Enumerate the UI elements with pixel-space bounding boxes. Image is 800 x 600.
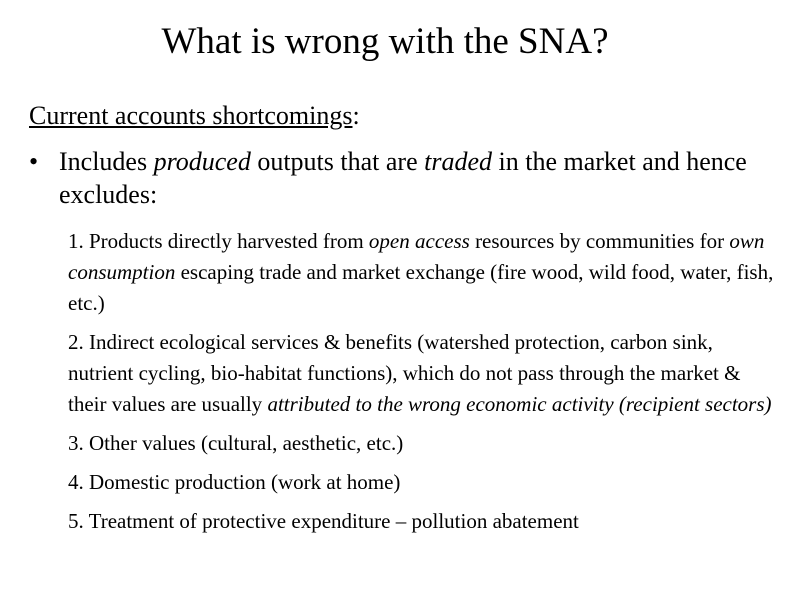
item-text-part: 3. Other values (cultural, aesthetic, etc.): [68, 431, 404, 455]
item-text-part: 5. Treatment of protective expenditure – pollution abatement: [68, 509, 579, 533]
item-text-part: open access: [368, 229, 470, 253]
list-item: [68, 467, 783, 498]
item-text-part: own consumption: [68, 229, 765, 284]
list-item: [68, 506, 783, 537]
item-text-part: escaping trade and market exchange (fire wood, wild food, water, fish, etc.): [68, 260, 774, 315]
bullet-text-part: Includes: [59, 147, 154, 176]
item-text-part: 2. Indirect ecological services & benefits (watershed protection, carbon sink, nutrient cycling, bio-habitat functions), which do not pass through the market & their values are usually: [68, 330, 741, 416]
exclusions-list: [68, 226, 783, 545]
section-heading-text: Current accounts shortcomings: [29, 101, 353, 130]
bullet-text-part: in the market and hence excludes:: [59, 147, 747, 209]
slide-title: What is wrong with the SNA?: [161, 21, 609, 62]
bullet-point: [29, 145, 789, 211]
bullet-text-part: outputs that are: [250, 147, 425, 176]
section-heading-colon: :: [352, 101, 360, 130]
list-item: [68, 226, 783, 319]
bullet-text-part: produced: [153, 147, 251, 176]
bullet-text: [59, 145, 789, 211]
list-item: [68, 428, 783, 459]
item-text-part: 1. Products directly harvested from: [68, 229, 369, 253]
bullet-text-part: traded: [424, 147, 493, 176]
bullet-mark: •: [29, 147, 39, 176]
item-text-part: 4. Domestic production (work at home): [68, 470, 401, 494]
item-text-part: resources by communities for: [469, 229, 730, 253]
item-text-part: attributed to the wrong economic activity (recipient sectors): [267, 392, 772, 416]
section-heading: [29, 100, 360, 132]
list-item: [68, 327, 783, 420]
